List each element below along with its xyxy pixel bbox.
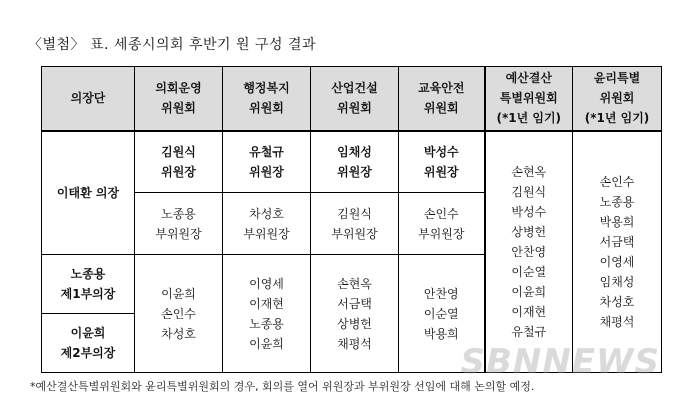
cell-text: (*1년 임기) bbox=[584, 111, 650, 126]
cell-text: 박성수 bbox=[423, 144, 459, 159]
cell-text: 부위원장 bbox=[243, 226, 290, 241]
cell-text: 노종용 bbox=[249, 316, 284, 331]
cell-text: 이태환 의장 bbox=[56, 185, 120, 200]
cell-text: 상병헌 bbox=[337, 316, 372, 331]
c1-chair bbox=[135, 131, 223, 193]
cell-text: 차성호 bbox=[161, 326, 196, 341]
cell-text: 상병헌 bbox=[511, 224, 547, 239]
c6-members bbox=[573, 131, 662, 373]
cell-text: 부위원장 bbox=[331, 226, 378, 241]
header-c5 bbox=[485, 67, 573, 131]
cell-text: 이순열 bbox=[511, 264, 547, 279]
cell-text: 손현옥 bbox=[511, 164, 547, 179]
cell-text: 차성호 bbox=[249, 206, 284, 221]
c1-vice bbox=[135, 193, 223, 255]
cell-text: 이영세 bbox=[599, 254, 635, 269]
cell-text: 임채성 bbox=[599, 274, 635, 289]
cell-text: 위원장 bbox=[161, 164, 196, 179]
cell-text: 채평석 bbox=[337, 336, 372, 351]
cell-text: 의회운영 bbox=[155, 81, 202, 96]
cell-text: 이윤희 bbox=[249, 336, 284, 351]
cell-text: 노종용 bbox=[599, 194, 635, 209]
cell-text: 위원회 bbox=[337, 101, 372, 116]
cell-text: 손인수 bbox=[599, 174, 635, 189]
document-title: 〈별첨〉 표. 세종시의회 후반기 원 구성 결과 bbox=[28, 37, 317, 53]
cell-text: 김원식 bbox=[161, 144, 196, 159]
cell-text: 이윤희 bbox=[161, 286, 196, 301]
cell-text: 특별위원회 bbox=[499, 91, 558, 106]
cell-text: 박성수 bbox=[511, 204, 547, 219]
c4-vice bbox=[399, 193, 485, 255]
c1-members bbox=[135, 255, 223, 373]
cell-text: 이순열 bbox=[423, 306, 459, 321]
cell-text: 서금택 bbox=[337, 296, 372, 311]
cell-text: 손인수 bbox=[423, 206, 459, 221]
cell-text: 행정복지 bbox=[243, 81, 290, 96]
cell-text: (*1년 임기) bbox=[496, 111, 562, 126]
cell-text: 이윤희 bbox=[511, 284, 547, 299]
cell-text: 위원회 bbox=[423, 101, 459, 116]
cell-text: 손인수 bbox=[161, 306, 196, 321]
header-speaker bbox=[42, 67, 135, 131]
cell-text: 이재현 bbox=[511, 304, 547, 319]
cell-text: 김원식 bbox=[337, 206, 372, 221]
cell-text: 교육안전 bbox=[418, 81, 465, 96]
cell-text: 산업건설 bbox=[331, 81, 378, 96]
c2-chair bbox=[223, 131, 311, 193]
cell-text: 부위원장 bbox=[418, 226, 465, 241]
watermark-logo: SBNNEWS bbox=[460, 342, 660, 382]
cell-text: 위원회 bbox=[249, 101, 284, 116]
cell-text: 임채성 bbox=[337, 144, 372, 159]
c5-members bbox=[485, 131, 573, 373]
c3-vice bbox=[311, 193, 399, 255]
c2-vice bbox=[223, 193, 311, 255]
cell-text: 김원식 bbox=[511, 184, 547, 199]
cell-text: 제1부의장 bbox=[60, 287, 116, 301]
header-c2 bbox=[223, 67, 311, 131]
cell-text: 이재현 bbox=[249, 296, 284, 311]
header-row bbox=[42, 67, 662, 131]
c2-members bbox=[223, 255, 311, 373]
cell-text: 채평석 bbox=[599, 314, 635, 329]
chair-row bbox=[42, 131, 662, 193]
cell-text: 박용희 bbox=[599, 214, 635, 229]
cell-text: 유철규 bbox=[249, 144, 284, 159]
cell-text: 예산결산 bbox=[505, 71, 552, 86]
header-c6 bbox=[573, 67, 662, 131]
vice1-cell bbox=[42, 255, 135, 314]
cell-text: 의장단 bbox=[70, 91, 106, 106]
cell-text: 위원장 bbox=[337, 164, 372, 179]
c3-members bbox=[311, 255, 399, 373]
cell-text: 위원회 bbox=[161, 101, 196, 116]
cell-text: 서금택 bbox=[599, 234, 635, 249]
committee-table bbox=[41, 66, 662, 373]
cell-text: 박용희 bbox=[423, 326, 459, 341]
cell-text: 노종용 bbox=[161, 206, 196, 221]
cell-text: 윤리특별 bbox=[593, 71, 641, 86]
cell-text: 차성호 bbox=[599, 294, 635, 309]
c4-chair bbox=[399, 131, 485, 193]
cell-text: 부위원장 bbox=[155, 226, 202, 241]
speaker-cell bbox=[42, 131, 135, 255]
header-c1 bbox=[135, 67, 223, 131]
vice2-cell bbox=[42, 314, 135, 373]
header-c3 bbox=[311, 67, 399, 131]
cell-text: 노종용 bbox=[70, 267, 106, 281]
cell-text: 제2부의장 bbox=[60, 346, 116, 360]
cell-text: 위원장 bbox=[249, 164, 284, 179]
cell-text: 유철규 bbox=[511, 324, 547, 339]
cell-text: 이윤희 bbox=[70, 326, 106, 340]
footnote: *예산결산특별위원회와 윤리특별위원회의 경우, 회의를 열어 위원장과 부위원장 선임에 대해 논의할 예정. bbox=[30, 380, 535, 393]
cell-text: 이영세 bbox=[249, 276, 284, 291]
cell-text: 안찬영 bbox=[423, 286, 459, 301]
c3-chair bbox=[311, 131, 399, 193]
cell-text: 안찬영 bbox=[511, 244, 547, 259]
header-c4 bbox=[399, 67, 485, 131]
cell-text: 손현옥 bbox=[337, 276, 372, 291]
cell-text: 위원장 bbox=[423, 164, 459, 179]
cell-text: 위원회 bbox=[599, 91, 635, 106]
